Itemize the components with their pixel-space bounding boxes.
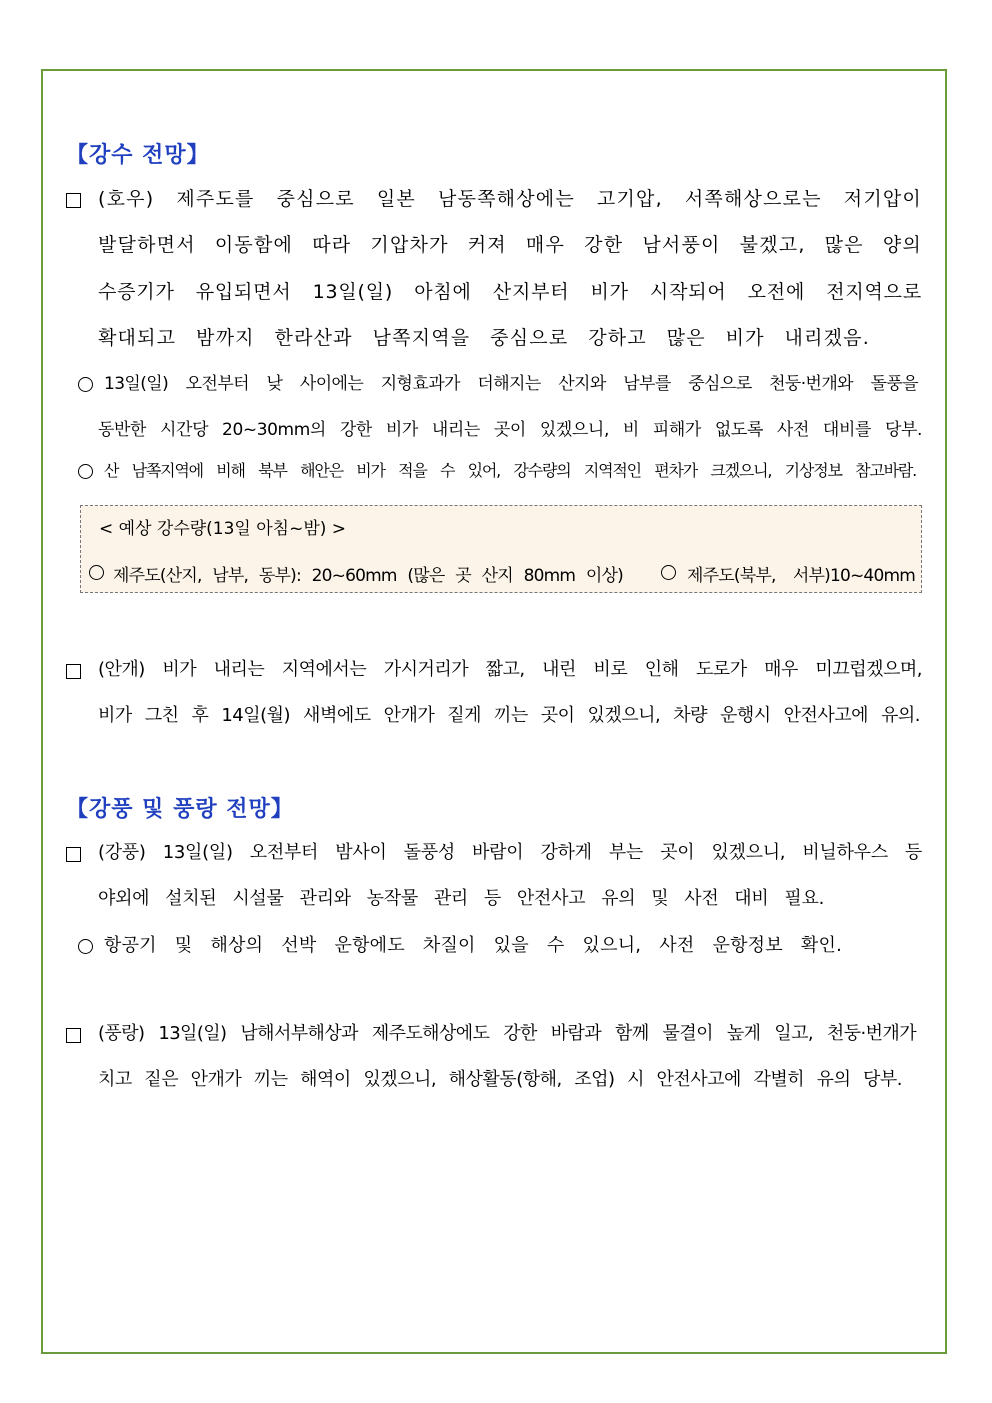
high-seas-line-2: 치고 짙은 안개가 끼는 해역이 있겠으니, 해상활동(항해, 조업) 시 안전사고에 각별히 유의 당부. bbox=[98, 1069, 902, 1090]
checkbox-bullet-icon bbox=[66, 847, 81, 862]
circle-bullet-icon bbox=[661, 565, 676, 580]
strong-wind-line-1: (강풍) 13일(일) 오전부터 밤사이 돌풍성 바람이 강하게 부는 곳이 있겠으니, 비닐하우스 등 bbox=[98, 842, 922, 863]
checkbox-bullet-icon bbox=[66, 193, 81, 208]
checkbox-bullet-icon bbox=[66, 664, 81, 679]
circle-bullet-icon bbox=[78, 377, 93, 392]
heavy-rain-line-4: 확대되고 밤까지 한라산과 남쪽지역을 중심으로 강하고 많은 비가 내리겠음. bbox=[98, 327, 870, 349]
heavy-rain-sub-1-line-1: 13일(일) 오전부터 낮 사이에는 지형효과가 더해지는 산지와 남부를 중심으로 천둥·번개와 돌풍을 bbox=[104, 374, 918, 394]
checkbox-bullet-icon bbox=[66, 1028, 81, 1043]
heavy-rain-sub-1-line-2: 동반한 시간당 20~30mm의 강한 비가 내리는 곳이 있겠으니, 비 피해가 없도록 사전 대비를 당부. bbox=[98, 420, 922, 440]
forecast-box bbox=[80, 505, 922, 593]
fog-line-1: (안개) 비가 내리는 지역에서는 가시거리가 짧고, 내린 비로 인해 도로가 매우 미끄럽겠으며, bbox=[98, 659, 922, 680]
forecast-box-title: < 예상 강수량(13일 아침~밤) > bbox=[99, 519, 347, 539]
fog-line-2: 비가 그친 후 14일(월) 새벽에도 안개가 짙게 끼는 곳이 있겠으니, 차량 운행시 안전사고에 유의. bbox=[98, 705, 920, 726]
circle-bullet-icon bbox=[89, 565, 104, 580]
heavy-rain-sub-2-line-1: 산 남쪽지역에 비해 북부 해안은 비가 적을 수 있어, 강수량의 지역적인 편차가 크겠으니, 기상정보 참고바람. bbox=[104, 461, 916, 480]
forecast-item-north-west: 제주도(북부, 서부)10~40mm bbox=[687, 566, 915, 586]
circle-bullet-icon bbox=[78, 464, 93, 479]
high-seas-line-1: (풍랑) 13일(일) 남해서부해상과 제주도해상에도 강한 바람과 함께 물결이 높게 일고, 천둥·번개가 bbox=[98, 1023, 916, 1044]
section-heading-precipitation: 【강수 전망】 bbox=[66, 143, 210, 168]
heavy-rain-line-3: 수증기가 유입되면서 13일(일) 아침에 산지부터 비가 시작되어 오전에 전지역으로 bbox=[98, 281, 922, 303]
forecast-item-south-east: 제주도(산지, 남부, 동부): 20~60mm (많은 곳 산지 80mm 이상) bbox=[113, 566, 623, 586]
strong-wind-sub-1: 항공기 및 해상의 선박 운항에도 차질이 있을 수 있으니, 사전 운항정보 확인. bbox=[104, 935, 842, 956]
strong-wind-line-2: 야외에 설치된 시설물 관리와 농작물 관리 등 안전사고 유의 및 사전 대비 필요. bbox=[98, 888, 824, 909]
heavy-rain-line-2: 발달하면서 이동함에 따라 기압차가 커져 매우 강한 남서풍이 불겠고, 많은 양의 bbox=[98, 234, 922, 256]
circle-bullet-icon bbox=[78, 939, 93, 954]
section-heading-wind-wave: 【강풍 및 풍랑 전망】 bbox=[66, 797, 294, 822]
heavy-rain-line-1: (호우) 제주도를 중심으로 일본 남동쪽해상에는 고기압, 서쪽해상으로는 저기압이 bbox=[98, 188, 922, 210]
